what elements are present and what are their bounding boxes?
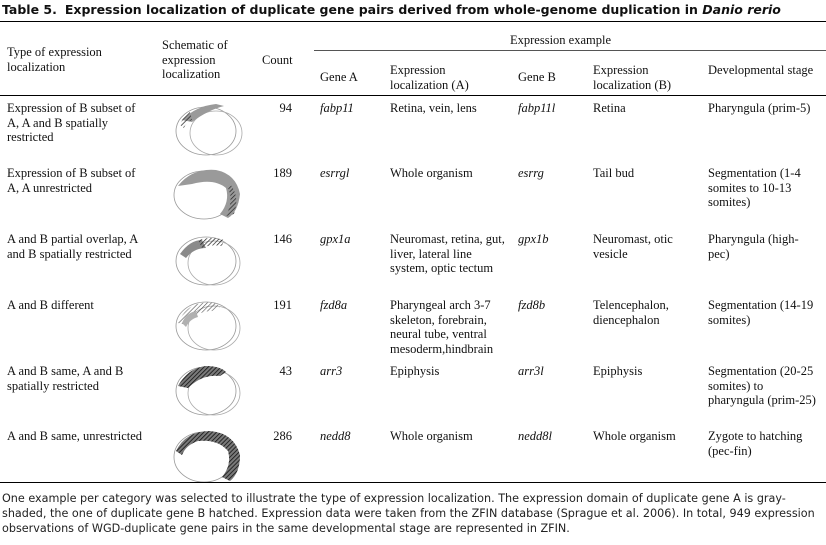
row-gene-b: fzd8b: [518, 298, 546, 312]
row-loc-a: Retina, vein, lens: [390, 101, 477, 115]
row-gene-b: nedd8l: [518, 429, 553, 443]
schematic-icon: [168, 295, 243, 353]
header-example-group: Expression example: [510, 33, 612, 47]
row-loc-b: Retina: [593, 101, 626, 115]
header-gene-b: Gene B: [518, 70, 556, 84]
row-loc-a: Epiphysis: [390, 364, 440, 378]
row-gene-a: esrrgl: [320, 166, 350, 180]
row-count: 43: [279, 364, 292, 378]
row-loc-b: Tail bud: [593, 166, 635, 180]
top-rule: [0, 21, 826, 22]
header-rule: [0, 95, 826, 96]
row-gene-a: nedd8: [320, 429, 351, 443]
row-gene-a: gpx1a: [320, 232, 351, 246]
row-type: A and B partial overlap, A and B spatially restricted: [7, 232, 138, 261]
table-label: Table 5.: [2, 2, 57, 17]
row-type: A and B same, unrestricted: [7, 429, 143, 443]
row-count: 189: [273, 166, 292, 180]
row-count: 286: [273, 429, 292, 443]
row-type: A and B different: [7, 298, 94, 312]
row-stage: Pharyngula (high-pec): [708, 232, 799, 261]
schematic-icon: [168, 425, 243, 485]
table-title: [2, 2, 781, 17]
row-type: Expression of B subset of A, A and B spatially restricted: [7, 101, 136, 144]
row-loc-b: Telencephalon, diencephalon: [593, 298, 669, 327]
header-schematic: Schematic of expression localization: [162, 38, 228, 81]
row-gene-b: fabp11l: [518, 101, 556, 115]
row-stage: Segmentation (1-4 somites to 10-13 somites): [708, 166, 801, 209]
row-stage: Pharyngula (prim-5): [708, 101, 811, 115]
row-loc-a: Pharyngeal arch 3-7 skeleton, forebrain, neural tube, ventral mesoderm,hindbrain: [390, 298, 494, 356]
row-type: A and B same, A and B spatially restricted: [7, 364, 124, 393]
bottom-rule: [0, 482, 826, 483]
row-gene-b: arr3l: [518, 364, 544, 378]
row-loc-b: Whole organism: [593, 429, 676, 443]
header-loc-a: Expression localization (A): [390, 63, 469, 92]
row-loc-a: Whole organism: [390, 429, 473, 443]
header-count: Count: [262, 53, 293, 67]
row-loc-a: Neuromast, retina, gut, liver, lateral line system, optic tectum: [390, 232, 505, 275]
row-gene-a: fabp11: [320, 101, 354, 115]
schematic-icon: [168, 164, 243, 222]
header-type: Type of expression localization: [7, 45, 102, 74]
row-type: Expression of B subset of A, A unrestricted: [7, 166, 136, 195]
row-count: 146: [273, 232, 292, 246]
table-title-species: Danio rerio: [702, 2, 781, 17]
header-gene-a: Gene A: [320, 70, 358, 84]
row-loc-b: Epiphysis: [593, 364, 643, 378]
row-loc-a: Whole organism: [390, 166, 473, 180]
header-loc-b: Expression localization (B): [593, 63, 672, 92]
group-rule: [314, 50, 826, 51]
row-stage: Segmentation (14-19 somites): [708, 298, 814, 327]
header-stage: Developmental stage: [708, 63, 814, 77]
row-gene-b: gpx1b: [518, 232, 549, 246]
row-gene-a: fzd8a: [320, 298, 348, 312]
row-stage: Zygote to hatching (pec-fin): [708, 429, 803, 458]
schematic-icon: [168, 230, 243, 288]
table-footnote: One example per category was selected to illustrate the type of expression localization. The expression domain of duplicate gene A is gray-shaded, the one of duplicate gene B hatched. Expression data were taken from the ZFIN database (Sprague et al. 2006). In total, 949 expression observations of WGD-duplicate gene pairs in the same developmental stage are represented in ZFIN.: [2, 492, 815, 535]
row-count: 191: [273, 298, 292, 312]
table-title-text: Expression localization of duplicate gene pairs derived from whole-genome duplication in: [64, 2, 703, 17]
row-gene-b: esrrg: [518, 166, 544, 180]
row-gene-a: arr3: [320, 364, 343, 378]
row-stage: Segmentation (20-25 somites) to pharyngula (prim-25): [708, 364, 816, 407]
schematic-icon: [168, 360, 243, 418]
row-count: 94: [279, 101, 292, 115]
row-loc-b: Neuromast, otic vesicle: [593, 232, 673, 261]
schematic-icon: [168, 100, 243, 157]
